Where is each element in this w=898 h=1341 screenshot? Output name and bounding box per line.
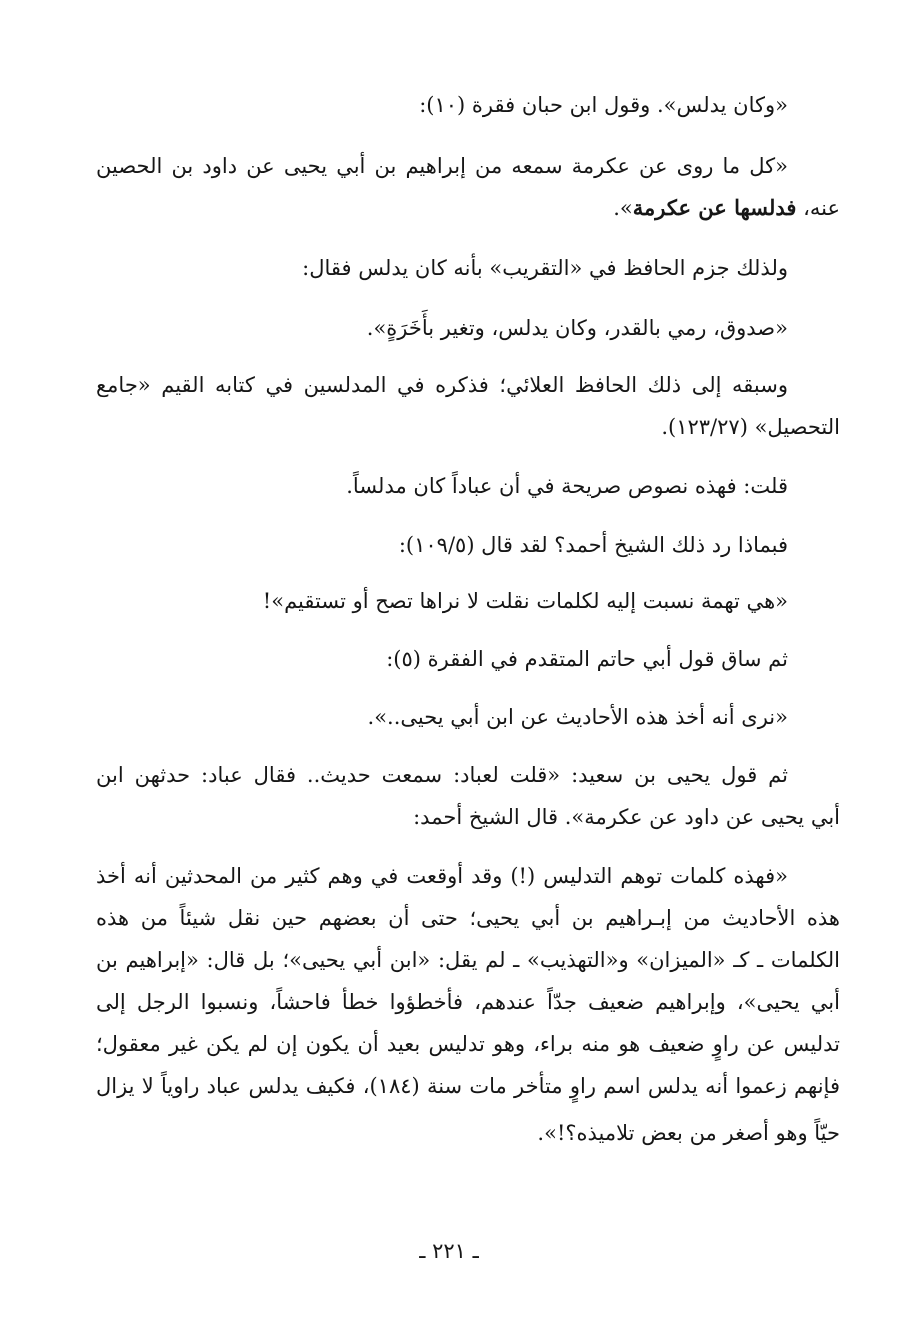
text-line-14: أبي يحيى عن داود عن عكرمة». قال الشيخ أحمد: xyxy=(413,805,840,829)
text-line-17: الكلمات ـ كـ «الميزان» و«التهذيب» ـ لم يقل: «ابن أبي يحيى»؛ بل قال: «إبراهيم بن xyxy=(96,948,840,972)
text-line-5: «صدوق، رمي بالقدر، وكان يدلس، وتغير بأَخَرَةٍ». xyxy=(366,316,788,340)
text-line-11: ثم ساق قول أبي حاتم المتقدم في الفقرة (٥): xyxy=(386,647,788,671)
text-line-3 xyxy=(613,193,840,225)
text-line-6: وسبقه إلى ذلك الحافظ العلائي؛ فذكره في المدلسين في كتابه القيم «جامع xyxy=(96,373,788,397)
text-line-3-bold: فدلسها عن عكرمة xyxy=(632,195,797,220)
text-line-20: فإنهم زعموا أنه يدلس اسم راوٍ متأخر مات سنة (١٨٤)، فكيف يدلس عباد راوياً لا يزال xyxy=(96,1074,840,1098)
text-line-18: أبي يحيى»، وإبراهيم ضعيف جدّاً عندهم، فأخطؤوا خطأً فاحشاً، ونسبوا الرجل إلى xyxy=(96,990,840,1014)
text-line-3-part-3: ». xyxy=(613,196,633,220)
text-line-10: «هي تهمة نسبت إليه لكلمات نقلت لا نراها تصح أو تستقيم»! xyxy=(262,589,788,613)
page-number: ـ ٢٢١ ـ xyxy=(419,1239,479,1263)
text-line-4: ولذلك جزم الحافظ في «التقريب» بأنه كان يدلس فقال: xyxy=(302,256,788,280)
text-line-2: «كل ما روى عن عكرمة سمعه من إبراهيم بن أبي يحيى عن داود بن الحصين xyxy=(96,154,788,178)
text-line-7: التحصيل» (١٢٣/٢٧). xyxy=(661,415,840,439)
text-line-3-part-1: عنه، xyxy=(796,196,840,220)
text-line-8: قلت: فهذه نصوص صريحة في أن عباداً كان مدلساً. xyxy=(346,474,788,498)
text-line-13: ثم قول يحيى بن سعيد: «قلت لعباد: سمعت حديث.. فقال عباد: حدثهن ابن xyxy=(96,763,788,787)
text-line-21: حيّاً وهو أصغر من بعض تلاميذه؟!». xyxy=(537,1121,840,1145)
text-line-16: هذه الأحاديث من إبـراهيم بن أبي يحيى؛ حتى أن بعضهم حين نقل شيئاً من هذه xyxy=(96,906,840,930)
text-line-19: تدليس عن راوٍ ضعيف هو منه براء، وهو تدليس بعيد أن يكون إن لم يكن غير معقول؛ xyxy=(96,1032,840,1056)
text-line-9: فبماذا رد ذلك الشيخ أحمد؟ لقد قال (١٠٩/٥): xyxy=(398,533,788,557)
text-line-15: «فهذه كلمات توهم التدليس (!) وقد أوقعت في وهم كثير من المحدثين أنه أخذ xyxy=(96,864,788,888)
text-line-1: «وكان يدلس». وقول ابن حبان فقرة (١٠): xyxy=(419,93,788,117)
text-line-12: «نرى أنه أخذ هذه الأحاديث عن ابن أبي يحيى..». xyxy=(367,705,788,729)
